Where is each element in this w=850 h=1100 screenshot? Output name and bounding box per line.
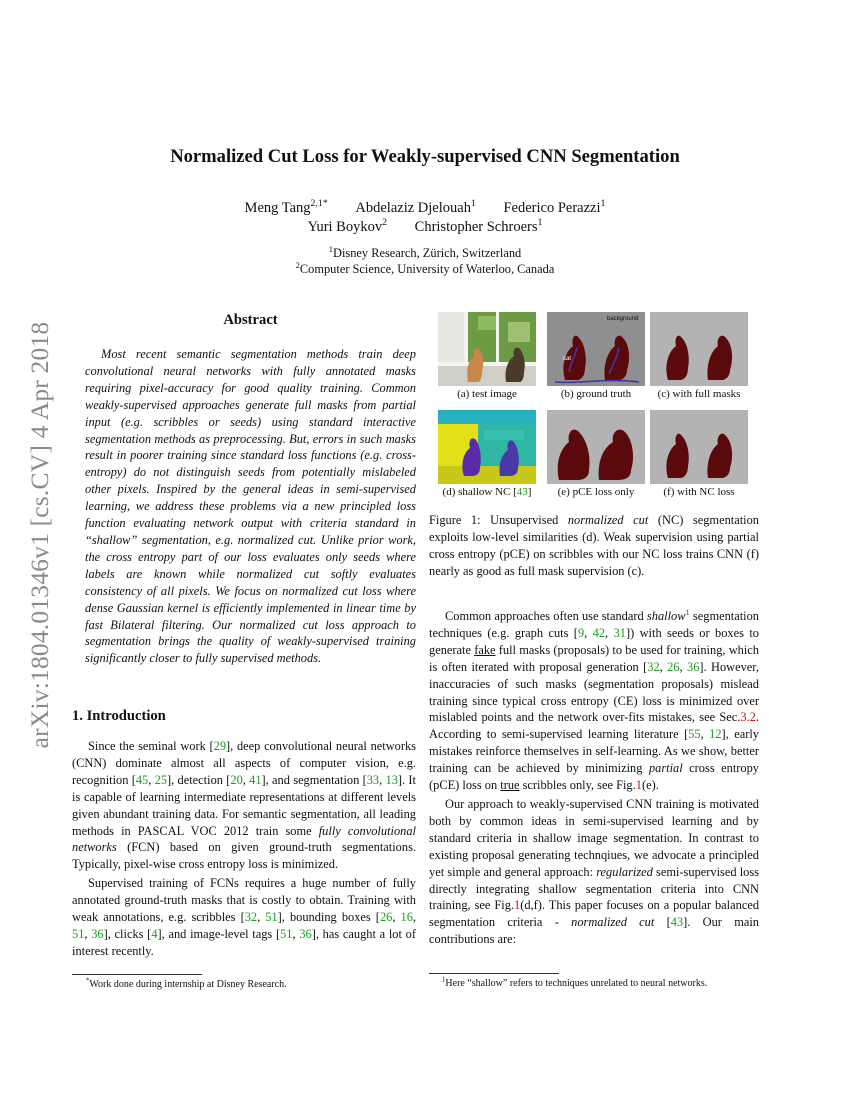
figure-1 (432, 312, 760, 508)
author: Yuri Boykov$^2$ (307, 217, 388, 235)
background-label: background (607, 316, 639, 322)
author: Christopher Schroers$^1$ (414, 217, 543, 235)
section-heading: 1. Introduction (72, 708, 166, 724)
footnote: $^1$Here “shallow” refers to techniques unrelated to neural networks. (442, 976, 708, 989)
full-mask-result-image (650, 312, 748, 386)
citation-link[interactable]: 9 (577, 625, 585, 640)
citation-link[interactable]: 36 (687, 659, 700, 674)
affiliation: $^1$Disney Research, Zürich, Switzerland (328, 243, 522, 260)
citation-link[interactable]: 51 (72, 926, 85, 941)
paragraph: Supervised training of FCNs requires a huge number of fully annotated ground-truth masks that is costly to obtain. Training with weak annotations, e.g. scribbles [32, 51], bounding boxes [26, 16, 51, 36], clicks [4], and image-level tags [51, 36], has caught a lot of interest recently. (72, 876, 416, 958)
footnote: *Work done during internship at Disney Research. (86, 977, 287, 990)
figure-caption-d: (d) shallow NC [43] (442, 486, 532, 498)
citation-link[interactable]: 4 (151, 926, 158, 941)
abstract-heading: Abstract (223, 312, 278, 328)
figure-caption: Figure 1: Unsupervised normalized cut (NC) segmentation exploits low-level similarities (d). Weak supervision using partial cross entropy (pCE) on scribbles with our NC loss trains CNN (f) nearly as good as full mask supervision (c). (429, 513, 759, 578)
citation-link[interactable]: 25 (154, 772, 168, 787)
footnote-divider (429, 973, 559, 974)
abstract-body (85, 346, 416, 667)
citation-link[interactable]: 12 (709, 727, 722, 742)
figure-caption-a: (a) test image (457, 388, 517, 400)
paragraph: Common approaches often use standard shallow$^1$ segmentation techniques (e.g. graph cuts [9, 42, 31]) with seeds or boxes to generate fake full masks (proposals) to be used for training, which is often iterated with proposal generation [32, 26, 36]. However, inaccuracies of such masks (segmentation proposals) mislead training since typical cross entropy (CE) loss is minimized over mislabled points and the network over-fits mistakes, see Sec.3.2. According to semi-supervised learning literature [55, 12], early mistakes reinforce themselves in self-learning. As we show, better training can be achieved by minimizing partial cross entropy (pCE) loss on true scribbles only, see Fig.1(e). (429, 606, 760, 793)
author: Meng Tang$^{2,1*}$ (244, 198, 328, 216)
citation-link[interactable]: 36 (91, 926, 104, 941)
figure-caption-f: (f) with NC loss (663, 486, 735, 498)
citation-link[interactable]: 32 (244, 910, 258, 925)
citation-link[interactable]: 26 (667, 659, 680, 674)
intro-body (72, 738, 416, 960)
citation-link[interactable]: 45 (135, 772, 149, 787)
author: Abdelaziz Djelouah$^1$ (355, 198, 476, 216)
citation-link[interactable]: 51 (265, 910, 278, 925)
figure-row-2 (432, 410, 760, 508)
citation-link[interactable]: 43 (516, 486, 528, 498)
pce-only-result-image (547, 410, 645, 484)
figure-link[interactable]: 1 (635, 778, 642, 793)
test-image (438, 312, 536, 386)
ground-truth-image (547, 312, 645, 386)
figure-caption-b: (b) ground truth (560, 388, 632, 400)
citation-link[interactable]: 41 (249, 772, 262, 787)
citation-link[interactable]: 13 (385, 772, 398, 787)
citation-link[interactable]: 20 (230, 772, 243, 787)
authors-row-2 (0, 219, 850, 236)
author: Federico Perazzi$^1$ (503, 198, 606, 216)
cat-label: cat (563, 356, 572, 362)
citation-link[interactable]: 31 (613, 625, 626, 640)
citation-link[interactable]: 32 (647, 659, 660, 674)
footnote-mark[interactable]: 1 (685, 606, 690, 617)
footnote-divider (72, 974, 202, 975)
citation-link[interactable]: 26 (379, 910, 393, 925)
authors-row-1 (0, 200, 850, 217)
citation-link[interactable]: 29 (213, 739, 227, 753)
citation-link[interactable]: 43 (670, 915, 684, 930)
figure-row-1 (432, 312, 760, 410)
section-link[interactable]: 3.2 (740, 710, 756, 725)
paper-title: Normalized Cut Loss for Weakly-supervised CNN Segmentation (170, 146, 680, 167)
nc-loss-result-image (650, 410, 748, 484)
affiliation: $^2$Computer Science, University of Waterloo, Canada (295, 259, 555, 276)
citation-link[interactable]: 55 (688, 727, 701, 742)
figure-caption-c: (c) with full masks (657, 388, 741, 400)
figure-link[interactable]: 1 (514, 898, 521, 913)
arxiv-stamp: arXiv:1804.01346v1 [cs.CV] 4 Apr 2018 (25, 321, 54, 749)
right-column-body (429, 608, 759, 948)
shallow-nc-image (438, 410, 536, 484)
citation-link[interactable]: 42 (592, 625, 606, 640)
citation-link[interactable]: 36 (299, 926, 312, 941)
figure-caption-e: (e) pCE loss only (557, 486, 635, 498)
citation-link[interactable]: 16 (400, 910, 413, 925)
abstract-text: Most recent semantic segmentation methods train deep convolutional neural networks with fully annotated masks requiring pixel-accuracy for good quality training. Common weakly-supervised approaches generate full masks from partial input (e.g. scribbles or seeds) using standard interactive segmentation methods as preprocessing. But, errors in such masks result in poorer training since standard loss functions (e.g. cross-entropy) do not distinguish seeds from potentially mislabeled other pixels. Inspired by the general ideas in semi-supervised learning, we address these problems via a new principled loss function evaluating network output with criteria standard in “shallow” segmentation, e.g. normalized cut. Unlike prior work, the cross entropy part of our loss evaluates only seeds where labels are known while normalized cut softly evaluates consistency of all pixels. We focus on normalized cut loss where dense Gaussian kernel is efficiently implemented in linear time by fast Bilateral filtering. Our normalized cut loss approach to segmentation brings the quality of weakly-supervised training significantly closer to fully supervised methods. (85, 347, 416, 666)
citation-link[interactable]: 33 (366, 772, 380, 787)
paragraph: Since the seminal work [29], deep convolutional neural networks (CNN) dominate almost all aspects of computer vision, e.g. recognition [45, 25], detection [20, 41], and segmentation [33, 13]. It is capable of learning intermediate representations at different levels given abundant training data. For semantic segmentation, all leading methods in PASCAL VOC 2012 train some fully convolutional networks (FCN) based on given ground-truth segmentations. Typically, pixel-wise cross entropy loss is minimized. (72, 739, 416, 872)
citation-link[interactable]: 51 (280, 926, 293, 941)
paragraph: Our approach to weakly-supervised CNN training is motivated both by common ideas in semi-supervised learning and by standard criteria in shallow image segmentation. In contrast to existing proposal generating technqiues, we advocate a principled yet simple and general approach: regularized semi-supervised loss directly integrating shallow segmentation criteria into CNN training, see Fig.1(d,f). This paper focuses on a popular balanced segmentation criteria - normalized cut [43]. Our main contributions are: (429, 796, 760, 947)
